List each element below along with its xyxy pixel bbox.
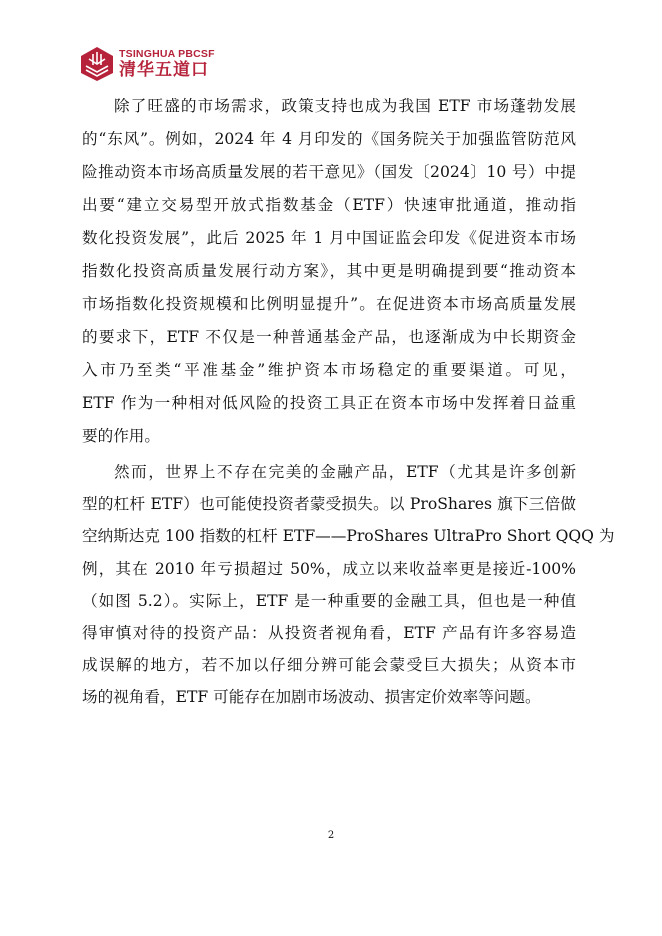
text-line: 成误解的地方，若不加以仔细分辨可能会蒙受巨大损失；从资本市 — [82, 656, 576, 675]
logo-english-text: TSINGHUA PBCSF — [119, 48, 215, 61]
text-line: 得审慎对待的投资产品：从投资者视角看，ETF 产品有许多容易造 — [82, 623, 576, 642]
text-line: 的“东风”。例如，2024 年 4 月印发的《国务院关于加强监管防范风 — [82, 130, 576, 148]
text-line: ETF 作为一种相对低风险的投资工具正在资本市场中发挥着日益重 — [82, 394, 576, 412]
text-line: 然而，世界上不存在完美的金融产品，ETF（尤其是许多创新 — [114, 463, 576, 481]
text-line: 指数化投资高质量发展行动方案》，其中更是明确提到要“推动资本 — [82, 262, 576, 280]
header-logo — [80, 46, 215, 82]
text-line: 例，其在 2010 年亏损超过 50%，成立以来收益率更是接近-100% — [82, 559, 576, 578]
text-line: 险推动资本市场高质量发展的若干意见》（国发〔2024〕10 号）中提 — [82, 163, 576, 181]
text-line: 要的作用。 — [82, 427, 160, 445]
text-line: 入市乃至类“平准基金”维护资本市场稳定的重要渠道。可见， — [82, 361, 576, 379]
text-line: 型的杠杆 ETF）也可能使投资者蒙受损失。以 ProShares 旗下三倍做 — [82, 495, 576, 514]
text-line: 数化投资发展”，此后 2025 年 1 月中国证监会印发《促进资本市场 — [82, 229, 576, 247]
text-line: 市场指数化投资规模和比例明显提升”。在促进资本市场高质量发展 — [82, 295, 576, 313]
tsinghua-emblem-icon — [80, 46, 114, 82]
text-line: （如图 5.2）。实际上，ETF 是一种重要的金融工具，但也是一种值 — [82, 591, 576, 610]
paragraph-policy-support — [82, 90, 576, 453]
logo-chinese-text: 清华五道口 — [119, 59, 209, 80]
text-line: 除了旺盛的市场需求，政策支持也成为我国 ETF 市场蓬勃发展 — [114, 97, 576, 115]
text-line: 空纳斯达克 100 指数的杠杆 ETF——ProShares UltraPro Short QQQ 为 — [82, 527, 615, 546]
text-line: 场的视角看，ETF 可能存在加剧市场波动、损害定价效率等问题。 — [82, 688, 541, 707]
text-line: 的要求下，ETF 不仅是一种普通基金产品，也逐渐成为中长期资金 — [82, 328, 576, 346]
paragraph-etf-risks — [82, 456, 615, 714]
page-number: 2 — [327, 830, 335, 841]
text-line: 出要“建立交易型开放式指数基金（ETF）快速审批通道，推动指 — [82, 196, 576, 214]
